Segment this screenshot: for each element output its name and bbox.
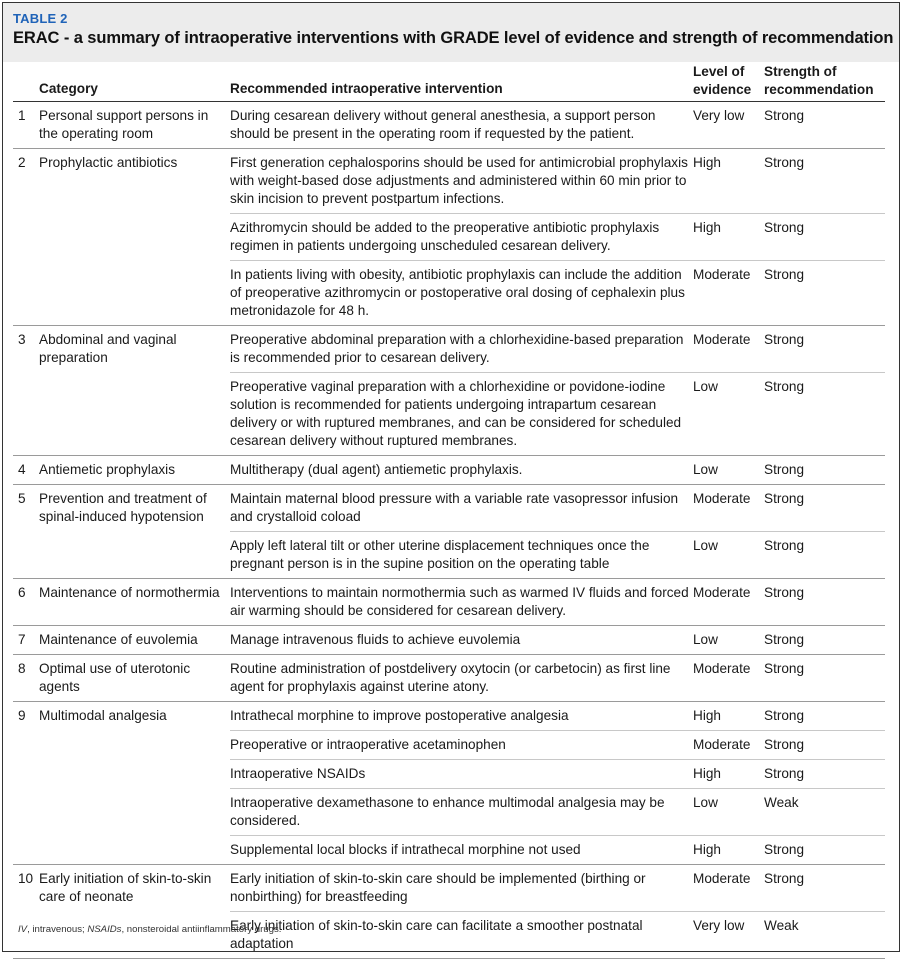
table-row (13, 655, 885, 702)
footnote-def-nsaids: , nonsteroidal antiinflammatory drugs. (121, 924, 282, 935)
intervention-cell: Supplemental local blocks if intrathecal morphine not used (230, 836, 693, 865)
intervention-cell: Manage intravenous fluids to achieve euvolemia (230, 626, 693, 655)
footnote-abbr-nsaids: NSAIDs (87, 924, 122, 935)
category-cell: Prophylactic antibiotics (39, 155, 178, 170)
footnote-abbr-iv: IV (18, 924, 28, 935)
category-cell: Antiemetic prophylaxis (39, 456, 230, 485)
row-number: 2 (18, 155, 26, 170)
recommendation-strength-cell: Strong (764, 214, 885, 261)
table-row (13, 731, 885, 760)
table-row (13, 760, 885, 789)
intervention-cell: Preoperative abdominal preparation with a chlorhexidine-based preparation is recommended prior to cesarean delivery. (230, 326, 693, 373)
recommendation-strength-cell: Weak (764, 789, 885, 836)
evidence-level-cell: Low (693, 626, 764, 655)
category-cell-empty (39, 836, 230, 865)
intervention-cell: Multitherapy (dual agent) antiemetic prophylaxis. (230, 456, 693, 485)
row-number: 7 (13, 626, 39, 655)
intervention-cell: Intrathecal morphine to improve postoperative analgesia (230, 702, 693, 731)
table-row (13, 579, 885, 626)
category-cell-empty (39, 760, 230, 789)
recommendation-strength-cell: Strong (764, 532, 885, 579)
intervention-cell: Early initiation of skin-to-skin care can facilitate a smoother postnatal adaptation (230, 912, 693, 959)
category-cell-empty (39, 731, 230, 760)
evidence-level-cell: High (693, 836, 764, 865)
row-number: 6 (13, 579, 39, 626)
row-number-empty (13, 912, 39, 959)
row-number: 9 (18, 708, 26, 723)
category-cell: Maintenance of normothermia (39, 579, 230, 626)
table-row (13, 485, 885, 532)
table-row (13, 836, 885, 865)
evidence-level-cell: High (693, 149, 764, 214)
row-number-empty (13, 789, 39, 836)
table-body (13, 102, 885, 959)
intervention-cell: Apply left lateral tilt or other uterine displacement techniques once the pregnant person is in the supine position on the operating table (230, 532, 693, 579)
intervention-cell: Preoperative vaginal preparation with a chlorhexidine or povidone-iodine solution is recommended for patients undergoing intrapartum cesarean delivery or with ruptured membranes, and can be considered for scheduled cesarean delivery without ruptured membranes. (230, 373, 693, 456)
evidence-level-cell: Low (693, 789, 764, 836)
intervention-cell: Routine administration of postdelivery oxytocin (or carbetocin) as first line agent for prophylaxis against uterine atony. (230, 655, 693, 702)
level-header-line1: Level of (693, 64, 745, 79)
recommendation-strength-cell: Strong (764, 326, 885, 373)
table-row (13, 214, 885, 261)
category-cell: Multimodal analgesia (39, 708, 167, 723)
row-number-empty (13, 760, 39, 789)
table-row (13, 373, 885, 456)
intervention-cell: Intraoperative dexamethasone to enhance multimodal analgesia may be considered. (230, 789, 693, 836)
recommendation-strength-cell: Strong (764, 731, 885, 760)
row-number-empty (13, 373, 39, 456)
evidence-level-cell: Moderate (693, 326, 764, 373)
row-number: 8 (13, 655, 39, 702)
level-column-header (693, 59, 764, 102)
row-number-empty (13, 532, 39, 579)
category-column-header: Category (39, 81, 98, 96)
intervention-cell: Early initiation of skin-to-skin care should be implemented (birthing or nonbirthing) for breastfeeding (230, 865, 693, 912)
evidence-level-cell: High (693, 214, 764, 261)
evidence-level-cell: Very low (693, 912, 764, 959)
table-row (13, 102, 885, 149)
table-row (13, 261, 885, 326)
recommendation-strength-cell: Strong (764, 456, 885, 485)
category-cell-empty (39, 373, 230, 456)
category-cell-empty (39, 532, 230, 579)
table-header (3, 3, 899, 62)
category-cell: Abdominal and vaginal preparation (39, 332, 177, 365)
strength-column-header (764, 59, 885, 102)
recommendation-strength-cell: Strong (764, 865, 885, 912)
num-column-header (13, 59, 39, 102)
recommendation-strength-cell: Strong (764, 760, 885, 789)
table-footnote (18, 924, 281, 935)
column-header-row (13, 59, 885, 102)
recommendation-strength-cell: Strong (764, 102, 885, 149)
evidence-level-cell: Moderate (693, 655, 764, 702)
intervention-cell: Maintain maternal blood pressure with a variable rate vasopressor infusion and crystalloid coload (230, 485, 693, 532)
recommendation-strength-cell: Strong (764, 261, 885, 326)
recommendation-strength-cell: Strong (764, 579, 885, 626)
table-row (13, 326, 885, 373)
row-number: 5 (18, 491, 26, 506)
intervention-cell: First generation cephalosporins should be used for antimicrobial prophylaxis with weight-based dose adjustments and administered within 60 min prior to skin incision to prevent postpartum infections. (230, 149, 693, 214)
evidence-level-cell: Moderate (693, 731, 764, 760)
category-cell-empty (39, 789, 230, 836)
table-label: TABLE 2 (13, 11, 68, 26)
evidence-level-cell: High (693, 702, 764, 731)
evidence-level-cell: Low (693, 532, 764, 579)
evidence-level-cell: High (693, 760, 764, 789)
evidence-level-cell: Moderate (693, 579, 764, 626)
recommendation-strength-cell: Strong (764, 149, 885, 214)
table-row (13, 626, 885, 655)
recommendation-strength-cell: Strong (764, 373, 885, 456)
table-row (13, 789, 885, 836)
strength-header-line2: recommendation (764, 82, 874, 97)
intervention-cell: During cesarean delivery without general anesthesia, a support person should be present in the operating room if requested by the patient. (230, 102, 693, 149)
row-number-empty (13, 214, 39, 261)
recommendation-strength-cell: Weak (764, 912, 885, 959)
row-number-empty (13, 261, 39, 326)
category-cell: Optimal use of uterotonic agents (39, 655, 230, 702)
intervention-cell: Preoperative or intraoperative acetaminophen (230, 731, 693, 760)
row-number: 4 (13, 456, 39, 485)
category-cell: Prevention and treatment of spinal-induced hypotension (39, 491, 207, 524)
intervention-cell: Intraoperative NSAIDs (230, 760, 693, 789)
table-row (13, 149, 885, 214)
category-cell: Maintenance of euvolemia (39, 626, 230, 655)
category-cell: Early initiation of skin-to-skin care of neonate (39, 871, 212, 904)
intervention-cell: In patients living with obesity, antibiotic prophylaxis can include the addition of preoperative azithromycin or postoperative oral dosing of cephalexin plus metronidazole for 48 h. (230, 261, 693, 326)
evidence-level-cell: Low (693, 456, 764, 485)
recommendations-table (13, 59, 885, 959)
row-number: 1 (13, 102, 39, 149)
level-header-line2: evidence (693, 82, 752, 97)
table-row (13, 456, 885, 485)
table-row (13, 532, 885, 579)
recommendation-strength-cell: Strong (764, 626, 885, 655)
evidence-level-cell: Low (693, 373, 764, 456)
intervention-cell: Azithromycin should be added to the preoperative antibiotic prophylaxis regimen in patients undergoing unscheduled cesarean delivery. (230, 214, 693, 261)
recommendation-strength-cell: Strong (764, 485, 885, 532)
intervention-cell: Interventions to maintain normothermia such as warmed IV fluids and forced air warming should be considered for cesarean delivery. (230, 579, 693, 626)
table-row (13, 912, 885, 959)
evidence-level-cell: Moderate (693, 261, 764, 326)
table-title: ERAC - a summary of intraoperative interventions with GRADE level of evidence and strength of recommendation (13, 29, 894, 47)
evidence-level-cell: Very low (693, 102, 764, 149)
evidence-level-cell: Moderate (693, 865, 764, 912)
evidence-level-cell: Moderate (693, 485, 764, 532)
recommendation-strength-cell: Strong (764, 655, 885, 702)
footnote-def-iv: , intravenous; (27, 924, 88, 935)
category-cell-empty (39, 912, 230, 959)
row-number-empty (13, 836, 39, 865)
table-row (13, 865, 885, 912)
row-number-empty (13, 731, 39, 760)
recommendation-strength-cell: Strong (764, 702, 885, 731)
row-number: 3 (18, 332, 26, 347)
intervention-column-header: Recommended intraoperative intervention (230, 81, 503, 96)
strength-header-line1: Strength of (764, 64, 837, 79)
category-cell-empty (39, 261, 230, 326)
category-cell-empty (39, 214, 230, 261)
table-row (13, 702, 885, 731)
category-cell: Personal support persons in the operating room (39, 102, 230, 149)
row-number: 10 (18, 871, 34, 886)
recommendation-strength-cell: Strong (764, 836, 885, 865)
